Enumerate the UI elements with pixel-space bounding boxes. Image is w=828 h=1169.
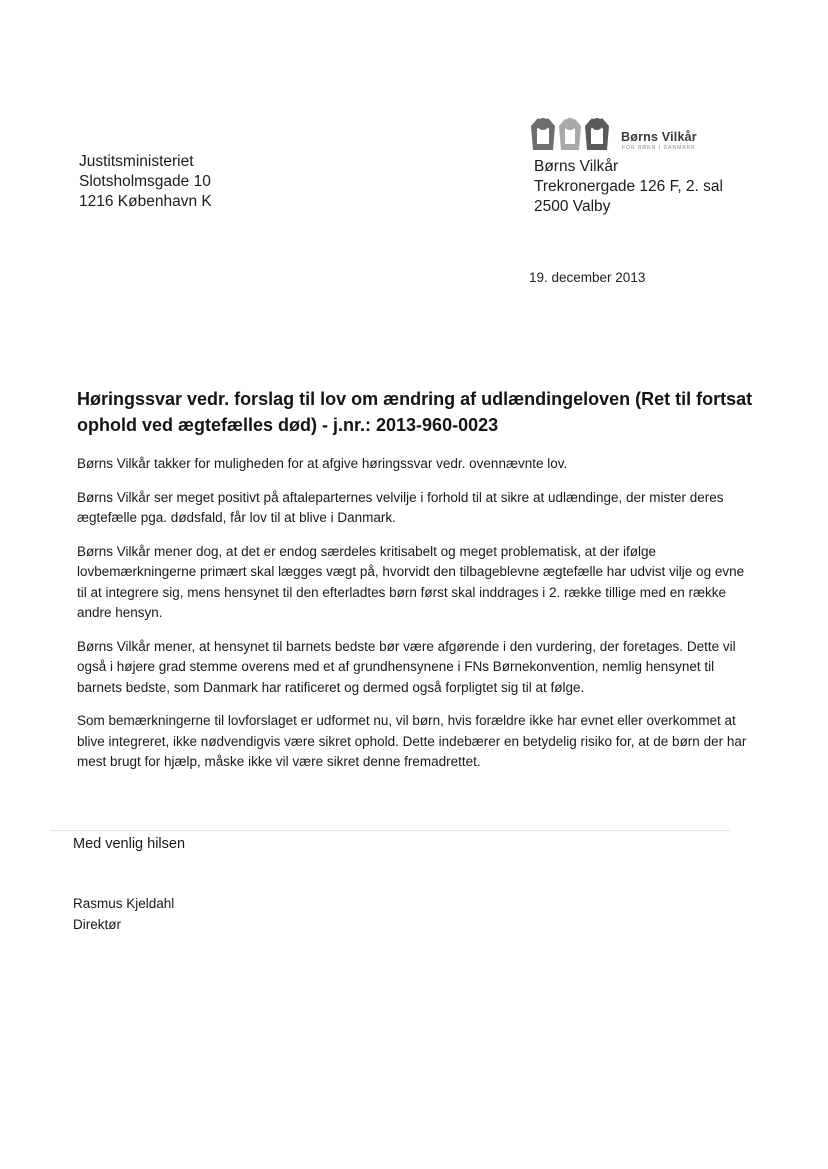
body-paragraph: Børns Vilkår mener, at hensynet til barnets bedste bør være afgørende i den vurdering, der foretages. Dette vil også i højere grad stemme overens med et af grundhensynene i FNs Børnekonvention, nemlig hensynet til barnets bedste, som Danmark har ratificeret og dermed også forpligtet sig til at følge. [77,638,736,695]
body-paragraph: Børns Vilkår ser meget positivt på aftaleparternes velvilje i forhold til at sikre at udlændinge, der mister deres ægtefælle pga. dødsfald, får lov til at blive i Danmark. [77,489,724,525]
body-paragraph: Børns Vilkår mener dog, at det er endog særdeles kritisabelt og meget problematisk, at der ifølge lovbemærkningerne primært skal lægges vægt på, hvorvidt den tilbageblevne ægtefælle har udvist vilje og evne til at integrere sig, mens hensynet til den efterladtes børn først skal inddrages i 2. række tillige med en række andre hensyn. [77,543,745,620]
logo-name: Børns Vilkår [621,130,697,144]
signer-name: Rasmus Kjeldahl [73,896,175,911]
organization-logo [529,114,709,154]
sender-line: Trekronergade 126 F, 2. sal [534,178,723,195]
closing-salutation: Med venlig hilsen [73,836,186,852]
letter-date: 19. december 2013 [529,270,646,285]
sender-line: Børns Vilkår [534,158,619,175]
body-paragraph: Børns Vilkår takker for muligheden for at afgive høringssvar vedr. ovennævnte lov. [77,456,568,471]
signer-title: Direktør [73,917,121,932]
letter-subject: Høringssvar vedr. forslag til lov om ændring af udlændingeloven (Ret til fortsat ophold ved ægtefælles død) - j.nr.: 2013-960-0023 [77,389,753,435]
body-paragraph: Som bemærkningerne til lovforslaget er udformet nu, vil børn, hvis forældre ikke har evnet eller overkommet at blive integreret, ikke nødvendigvis være sikret ophold. Dette indebærer en betydelig risiko for, at de børn der har mest brugt for hjælp, måske ikke vil være sikret denne fremadrettet. [77,713,747,769]
sender-address [534,157,723,217]
divider [50,830,730,831]
logo-tagline: FOR BØRN I DANMARK [622,145,696,151]
recipient-line: Justitsministeriet [79,153,194,170]
sender-line: 2500 Valby [534,198,611,215]
letter-body [77,454,757,786]
three-figures-raised-arms-icon [529,114,619,154]
recipient-line: 1216 København K [79,193,212,210]
signature-block [73,893,174,935]
recipient-line: Slotsholmsgade 10 [79,173,211,190]
recipient-address [79,152,212,212]
